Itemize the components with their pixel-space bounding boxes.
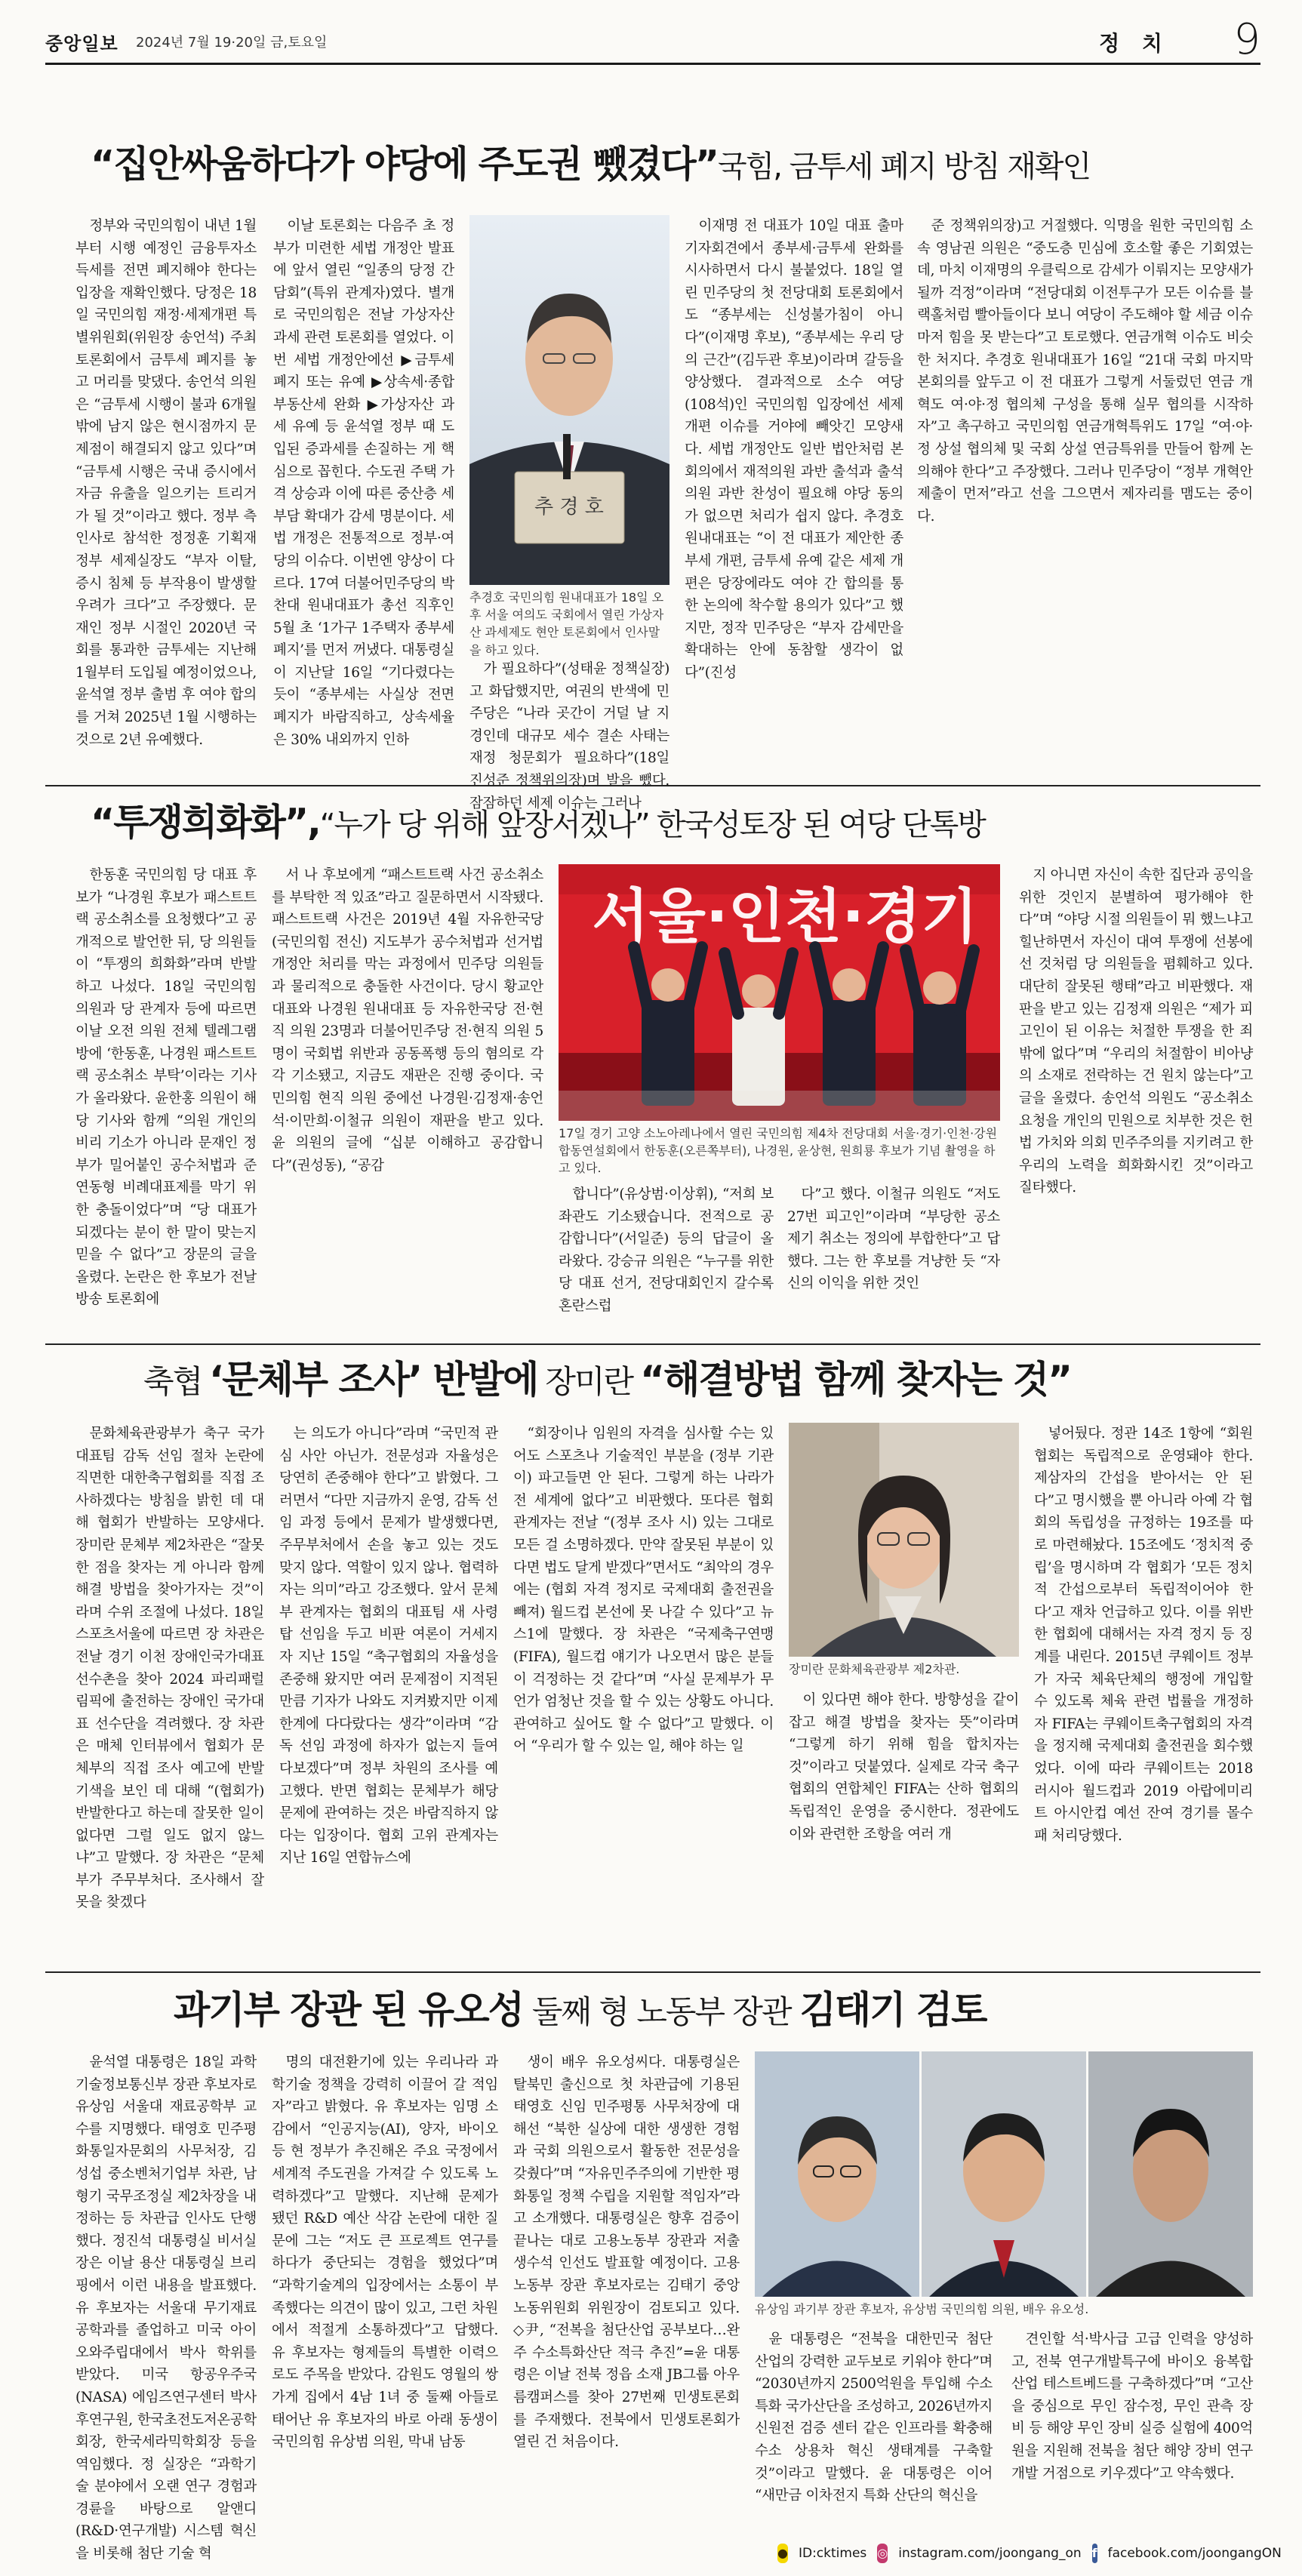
facebook-link[interactable]: facebook.com/joongangON xyxy=(1107,2546,1282,2561)
section-title: 정 치 xyxy=(1099,31,1170,56)
article4-col-2: 명의 대전환기에 있는 우리나라 과학기술 정책을 강력히 이끌어 갈 적임자”라고 밝혔다. 유 후보자는 임명 소감에서 “인공지능(AI), 양자, 바이오 등 현 정부가 추진해온 주요 국정에서 세계적 주도권을 가져갈 수 있도록 노력하겠다”고 말했다. 지난해 문제가 됐던 R&D 예산 삭감 논란에 대한 질문에 그는 “저도 큰 프로젝트 연구를 하다가 중단되는 경험을 했었다”며 “과학기술계의 입장에서는 소통이 부족했다는 의견이 많이 있고, 그런 차원에서 적절게 소통하겠다”고 답했다. 유 후보자는 형제들의 특별한 이력으로도 주목을 받았다. 감원도 영월의 쌍가게 집에서 4남 1녀 중 둘째 아들로 태어난 유 후보자의 바로 아래 동생이 국민의힘 유상범 의원, 막내 남동 xyxy=(272,2054,498,2451)
article2-headline-main: “투쟁희화화”, xyxy=(91,801,320,844)
article1-headline-sub: 국힘, 금투세 폐지 방침 재확인 xyxy=(717,149,1091,184)
article4-headline-main: 과기부 장관 된 유오성 xyxy=(174,1988,523,2032)
article3-headline-org: 축협 xyxy=(143,1363,202,1400)
article1-col-4: 이재명 전 대표가 10일 대표 출마 기자회견에서 종부세·금투세 완화를 시사하면서 다시 불붙었다. 18일 열린 민주당의 첫 전당대회 토론회에서도 “종부세는 신성불가침이 아니다”(이재명 후보), “종부세는 우리 당의 근간”(김두관 후보)이라며 갈등을 양상했다. 결과적으로 소수 여당(108석)인 국민의힘 입장에선 세제 개편 이슈를 거야에 빼앗긴 모양새다. 세법 개정안도 일반 법안처럼 본회의에서 재적의원 과반 출석과 출석 의원 과반 찬성이 필요해 야당 동의가 없으면 처리가 쉽지 않다. 추경호 원내대표는 “이 전 대표가 제안한 종부세 개편, 금투세 유예 같은 세제 개편은 당장에라도 여야 간 합의를 통한 논의에 착수할 용의가 있다”고 했지만, 정작 민주당은 “부자 감세만을 확대하는 안에 동참할 생각이 없다”(진성 xyxy=(685,218,903,681)
article3-headline xyxy=(143,1359,1268,1419)
article2-col-3: 합니다”(유상범·이상휘), “저희 보좌관도 기소됐습니다. 전적으로 공감합니다”(서일준) 등의 답글이 올라왔다. 강승규 의원은 “누구를 위한 당 대표 선거, 전당대회인지 갈수록 혼란스럽 xyxy=(559,1186,774,1314)
article2-col-5: 지 아니면 자신이 속한 집단과 공익을 위한 것인지 분별하여 평가해야 한다”며 “야당 시절 의원들이 뭐 했느냐고 힐난하면서 자신이 대여 투쟁에 선봉에 선 것처럼 당 의원들을 폄훼하고 있다. 대단히 잘못된 행태”라고 비판했다. 재판을 받고 있는 김정재 의원은 “제가 피고인이 된 이유는 처절한 투쟁을 한 죄 밖에 없다”며 “우리의 처절함이 비아냥의 소재로 전락하는 건 원치 않는다”고 글을 올렸다. 송언석 의원도 “공소취소 요청을 개인의 민원으로 치부한 것은 헌법 가치와 의회 민주주의를 지키려고 한 우리의 노력을 희화화시킨 것”이라고 질타했다. xyxy=(1019,867,1253,1196)
svg-text:서울·인천·경기: 서울·인천·경기 xyxy=(592,883,978,951)
article2-caption: 17일 경기 고양 소노아레나에서 열린 국민의힘 제4차 전당대회 서울·경기·인천·강원 합동연설회에서 한동훈(오른쪽부터), 나경원, 윤상현, 원희룡 후보가 기념 촬영을 하고 있다. xyxy=(559,1126,998,1176)
footer xyxy=(777,2540,1282,2567)
divider xyxy=(45,1971,1260,1973)
portrait-image xyxy=(789,1423,1019,1657)
article1-headline xyxy=(91,143,1268,202)
divider xyxy=(45,785,1260,786)
masthead xyxy=(45,15,1260,65)
svg-text:추 경 호: 추 경 호 xyxy=(534,496,604,519)
article4-col-4: 윤 대통령은 “전북을 대한민국 첨단 산업의 강력한 교두보로 키워야 한다”며 “2030년까지 2500억원을 투입해 수소특화 국가산단을 조성하고, 2026년까지 신원전 검증 센터 같은 인프라를 확충해 수소 상용차 혁신 생태계를 구축할 것”이라고 말했다. 윤 대통령은 이어 “새만금 이차전지 특화 산단의 혁신을 xyxy=(755,2331,993,2504)
instagram-icon: ◎ xyxy=(877,2544,888,2563)
issue-date: 2024년 7월 19·20일 금,토요일 xyxy=(136,35,328,51)
divider xyxy=(45,1343,1260,1345)
article3-caption: 장미란 문화체육관광부 제2차관. xyxy=(789,1662,960,1676)
article4-col-1: 윤석열 대통령은 18일 과학기술정보통신부 장관 후보자로 유상임 서울대 재료공학부 교수를 지명했다. 태영호 민주평화통일자문회의 사무처장, 김성섭 중소벤처기업부 차관, 남형기 국무조정실 제2차장을 내정하는 등 차관급 인사도 단행했다. 정진석 대통령실 비서실장은 이날 용산 대통령실 브리핑에서 이런 내용을 발표했다. 유 후보자는 서울대 무기재료공학과를 졸업하고 미국 아이오와주립대에서 박사 학위를 받았다. 미국 항공우주국(NASA) 에임즈연구센터 박사후연구원, 한국초전도저온공학회장, 한국세라믹학회장 등을 역임했다. 정 실장은 “과학기술 분야에서 오랜 연구 경험과 경륜을 바탕으로 알앤디(R&D·연구개발) 시스템 혁신을 비롯해 첨단 기술 혁 xyxy=(75,2054,257,2562)
kakao-id[interactable]: ID:cktimes xyxy=(798,2546,867,2561)
article3-headline-main: ‘문체부 조사’ 반발에 xyxy=(209,1358,538,1402)
article1-photo xyxy=(469,215,669,585)
article3-headline-quote: “해결방법 함께 찾자는 것” xyxy=(640,1358,1072,1402)
article4-headline-sub: 둘째 형 노동부 장관 xyxy=(531,1993,791,2030)
article1-col-2: 이날 토론회는 다음주 초 정부가 미련한 세법 개정안 발표에 앞서 열린 “일종의 당정 간담회”(특위 관계자)였다. 별개로 국민의힘은 전날 가상자산 과세 관련 토론회를 열었다. 이번 세법 개정안에선 ▶금투세 폐지 또는 유예 ▶상속세·종합부동산세 완화 ▶가상자산 과세 유예 등 윤석열 정부 때 도입된 증과세를 손질하는 게 핵심으로 꼽힌다. 수도권 주택 가격 상승과 이에 따른 중산층 세 부담 확대가 감세 명분이다. 세법 개정은 전통적으로 정부·여당의 이슈다. 이번엔 양상이 다르다. 17여 더불어민주당의 박찬대 원내대표가 총선 직후인 5월 초 ‘1가구 1주택자 종부세 폐지’를 먼저 꺼냈다. 대통령실이 지난달 16일 “기다렸다는 듯이 “종부세는 사실상 전면 폐지가 바람직하고, 상속세율은 30% 내외까지 인하 xyxy=(273,218,454,748)
article2-col-2: 서 나 후보에게 “패스트트랙 사건 공소취소를 부탁한 적 있죠”라고 질문하면서 시작됐다. 패스트트랙 사건은 2019년 4월 자유한국당(국민의힘 전신) 지도부가 공수처법과 선거법 개정안 처리를 막는 과정에서 민주당 의원들과 물리적으로 충돌한 사건이다. 당시 황교안 대표와 나경원 원내대표 등 자유한국당 전·현직 의원 23명과 더불어민주당 전·현직 의원 5명이 국회법 위반과 공동폭행 등의 혐의로 각각 기소됐고, 지금도 재판은 진행 중이다. 국민의힘 현직 의원 중에선 나경원·김정재·송언석·이만희·이철규 의원이 재판을 받고 있다. 윤 의원의 글에 “십분 이해하고 공감합니다”(권성동), “공감 xyxy=(272,867,543,1174)
article4-photo xyxy=(755,2051,1253,2297)
article2-photo xyxy=(559,864,1000,1121)
article3-headline-person: 장미란 xyxy=(545,1363,633,1400)
portrait-image xyxy=(469,215,669,585)
article1-headline-main: “집안싸움하다가 야당에 주도권 뺐겼다” xyxy=(91,143,718,186)
instagram-link[interactable]: instagram.com/joongang_on xyxy=(898,2546,1082,2561)
newspaper-logo: 중앙일보 xyxy=(45,33,119,54)
article1-col-3: 가 필요하다”(성태윤 정책실장)고 화답했지만, 여권의 반색에 민주당은 “나라 곳간이 거덜 날 지경인데 대규모 세수 결손 사태는 재정 청문회가 필요하다”(18일 진성준 정책위의장)며 발을 뺐다. 잠잠하던 세제 이슈는 그러나 xyxy=(469,661,669,811)
article4-col-3: 생이 배우 유오성씨다. 대통령실은 탈북민 출신으로 첫 차관급에 기용된 태영호 신임 민주평통 사무처장에 대해선 “북한 실상에 대한 생생한 경험과 국회 의원으로서 활동한 전문성을 갖췄다”며 “자유민주주의에 기반한 평화통일 정책 수립을 지원할 적임자”라고 소개했다. 대통령실은 향후 검증이 끝나는 대로 고용노동부 장관과 저출생수석 인선도 발표할 예정이다. 고용노동부 장관 후보자로는 김태기 중앙노동위원회 위원장이 검토되고 있다. ◇尹, “전복을 첨단산업 공부보다…완주 수소특화산단 적극 추진”=윤 대통령은 이날 전북 정읍 소재 JB그룹 아우름캠퍼스를 찾아 27번째 민생토론회를 주재했다. 전북에서 민생토론회가 열린 건 처음이다. xyxy=(513,2054,740,2451)
article3-col-5: 넣어뒀다. 정관 14조 1항에 “회원 협회는 독립적으로 운영돼야 한다. 제삼자의 간섭을 받아서는 안 된다”고 명시했을 뿐 아니라 아예 각 협회의 독립성을 규정하는 19조를 따로 마련해놨다. 15조에도 ‘정치적 중립’을 명시하며 각 협회가 ‘모든 정치적 간섭으로부터 독립적이어야 한다’고 재차 언급하고 있다. 이를 위반한 협회에 대해서는 자격 정지 등 징계를 내린다. 2015년 쿠웨이트 정부가 자국 체육단체의 행정에 개입할 수 있도록 체육 관련 법률을 개정하자 FIFA는 쿠웨이트축구협회의 자격을 정지해 국제대회 출전권을 회수했었다. 이에 따라 쿠웨이트는 2018 러시아 월드컵과 2019 아랍에미리트 아시안컵 예선 잔여 경기를 몰수패 처리당했다. xyxy=(1034,1426,1253,1844)
article3-col-1: 문화체육관광부가 축구 국가대표팀 감독 선임 절차 논란에 직면한 대한축구협회를 직접 조사하겠다는 방침을 밝힌 데 대해 협회가 반발하는 모양새다. 장미란 문체부 제2차관은 “잘못한 점을 찾자는 게 아니라 함께 해결 방법을 찾아가자는 것”이라며 수위 조절에 나섰다. 18일 스포츠서울에 따르면 장 차관은 전날 경기 이천 장애인국가대표 선수촌을 찾아 2024 파리패럴림픽에 출전하는 장애인 국가대표 선수단을 격려했다. 장 차관은 매체 인터뷰에서 협회가 문체부의 직접 조사 예고에 반발 기색을 보인 데 대해 “(협회가) 반발한다고 하는데 잘못한 일이 없다면 그럴 일도 없지 않느냐”고 말했다. 장 차관은 “문체부가 주무부처다. 조사해서 잘못을 찾겠다 xyxy=(75,1426,264,1911)
article2-headline-sub: 한국성토장 된 여당 단톡방 xyxy=(656,808,985,842)
article2-headline-quote: “누가 당 위해 앞장서겠나” xyxy=(319,808,649,842)
portraits-image xyxy=(755,2051,1253,2297)
article2-col-4: 다”고 했다. 이철규 의원도 “저도 27번 피고인”이라며 “부당한 공소제기 취소는 정의에 부합한다”고 답했다. 그는 한 후보를 겨냥한 듯 “자신의 이익을 위한 것인 xyxy=(787,1186,1000,1292)
kakao-icon: ● xyxy=(777,2544,788,2563)
article2-col-1: 한동훈 국민의힘 당 대표 후보가 “나경원 후보가 패스트트랙 공소취소를 요청했다”고 공개적으로 발언한 뒤, 당 의원들이 “투쟁의 희화화”라며 반발하고 나섰다. 18일 국민의힘 의원과 당 관계자 등에 따르면 이날 오전 의원 전체 텔레그램방에 ‘한동훈, 나경원 패스트트랙 공소취소 부탁’이라는 기사가 올라왔다. 윤한홍 의원이 해당 기사와 함께 “의원 개인의 비리 기소가 아니라 문재인 정부가 밀어붙인 공수처법과 준연동형 비례대표제를 막기 위한 충돌이었다”며 “당 대표가 되겠다는 분이 한 말이 맞는지 믿을 수 없다”고 장문의 글을 올렸다. 논란은 한 후보가 전날 방송 토론회에 xyxy=(75,867,257,1308)
article4-headline-name: 김태기 검토 xyxy=(799,1988,987,2032)
article4-col-5: 견인할 석·박사급 고급 인력을 양성하고, 전북 연구개발특구에 바이오 융복합 산업 테스트베드를 구축하겠다”며 “고산을 중심으로 무인 잠수정, 무인 관측 장비 등 해양 무인 장비 실증 실험에 400억원을 지원해 전북을 첨단 해양 장비 연구개발 거점으로 키우겠다”고 약속했다. xyxy=(1011,2331,1253,2482)
page-number: 9 xyxy=(1233,15,1260,64)
rally-image xyxy=(559,864,1000,1121)
article3-col-2: 는 의도가 아니다”라며 “국민적 관심 사안 아닌가. 전문성과 자율성은 당연히 존중해야 한다”고 밝혔다. 그러면서 “다만 지금까지 운영, 감독 선임 과정 등에서 문제가 발생했다면, 주무부처에서 손을 놓고 있는 것도 맞지 않다. 역할이 있지 않나. 협력하자는 의미”라고 강조했다. 앞서 문체부 관계자는 협회의 대표팀 새 사령탑 선임을 두고 비판 여론이 거세지자 지난 15일 “축구협회의 자율성을 존중해 왔지만 여러 문제점이 지적된 만큼 기자가 나와도 지켜봤지만 이제 한계에 다다랐다는 생각”이라며 “감독 선임 과정에 하자가 없는지 들여다보겠다”며 정부 차원의 조사를 예고했다. 반면 협회는 문체부가 해당 문제에 관여하는 것은 바람직하지 않다는 입장이다. 협회 고위 관계자는 지난 16일 연합뉴스에 xyxy=(279,1426,498,1867)
article3-col-3: “회장이나 임원의 자격을 심사할 수는 있어도 스포츠나 기술적인 부분을 (정부 기관이) 파고들면 안 된다. 그렇게 하는 나라가 전 세계에 없다”고 비판했다. 또다른 협회 관계자는 전날 “(정부 조사 시) 있는 그대로 모든 걸 소명하겠다. 만약 잘못된 부분이 있다면 법도 달게 받겠다”면서도 “최악의 경우에는 (협회 자격 정지로 국제대회 출전권을 빼져) 월드컵 본선에 못 나갈 수 있다”고 뉴스1에 말했다. 장 차관은 “국제축구연맹(FIFA), 월드컵 얘기가 나오면서 많은 분들이 걱정하는 것 같다”며 “사실 문제부가 무언가 엄청난 것을 할 수 있는 상황도 아니다. 관여하고 싶어도 할 수 없다”고 말했다. 이어 “우리가 할 수 있는 일, 해야 하는 일 xyxy=(513,1426,774,1755)
article1-caption: 추경호 국민의힘 원내대표가 18일 오후 서울 여의도 국회에서 열린 가상자산 과세제도 현안 토론회에서 인사말을 하고 있다. xyxy=(469,590,664,657)
article4-caption: 유상임 과기부 장관 후보자, 유상범 국민의힘 의원, 배우 유오성. xyxy=(755,2302,1089,2316)
article1-col-5: 준 정책위의장)고 거절했다. 익명을 원한 국민의힘 소속 영남권 의원은 “중도층 민심에 호소할 좋은 기회였는데, 마치 이재명의 우클릭으로 감세가 이뤄지는 모양새가 될까 걱정”이라며 “전당대회 이전투구가 모든 이슈를 블랙홀처럼 빨아들이다 보니 여당이 주도해야 할 세금 이슈마저 힘을 못 받는다”고 토로했다. 연금개혁 이슈도 비슷한 처지다. 추경호 원내대표가 16일 “21대 국회 마지막 본회의를 앞두고 이 전 대표가 그렇게 서둘렀던 연금 개혁도 여·야·정 협의체 구성을 통해 실무 협의를 시작하자”고 촉구하고 국민의힘 연금개혁특위도 17일 “여·야·정 상설 협의체 및 국회 상설 연금특위를 만들어 함께 논의해야 한다”고 주장했다. 그러나 민주당이 “정부 개혁안 제출이 먼저”라고 선을 그으면서 제자리를 맴도는 중이다. xyxy=(917,218,1253,525)
facebook-icon: f xyxy=(1092,2544,1097,2563)
article3-col-4: 이 있다면 해야 한다. 방향성을 같이 잡고 해결 방법을 찾자는 뜻”이라며 “그렇게 하기 위해 힘을 합치자는 것”이라고 덧붙였다. 실제로 각국 축구협회의 연합체인 FIFA는 산하 협회의 독립적인 운영을 중시한다. 정관에도 이와 관련한 조항을 여러 개 xyxy=(789,1692,1019,1842)
article2-headline xyxy=(91,802,1268,860)
article1-col-1: 정부와 국민의힘이 내년 1월부터 시행 예정인 금융투자소득세를 전면 폐지해야 한다는 입장을 재확인했다. 당정은 18일 국민의힘 재정·세제개편 특별위원회(위원장 송언석) 주최 토론회에서 금투세 폐지를 놓고 머리를 맞댔다. 송언석 의원은 “금투세 시행이 불과 6개월밖에 남지 않은 현시점까지 문제점이 해결되지 않고 있다”며 “금투세 시행은 국내 증시에서 자금 유출을 일으키는 트리거가 될 것”이라고 했다. 정부 측 인사로 참석한 정정훈 기획재정부 세제실장도 “부자 이탈, 증시 침체 등 부작용이 발생할 우려가 크다”고 주장했다. 문재인 정부 시절인 2020년 국회를 통과한 금투세는 지난해 1월부터 도입될 예정이었으나, 윤석열 정부 출범 후 여야 합의를 거쳐 2025년 1월 시행하는 것으로 2년 유예했다. xyxy=(75,218,257,748)
article4-headline xyxy=(174,1989,1268,2049)
article3-photo xyxy=(789,1423,1019,1657)
